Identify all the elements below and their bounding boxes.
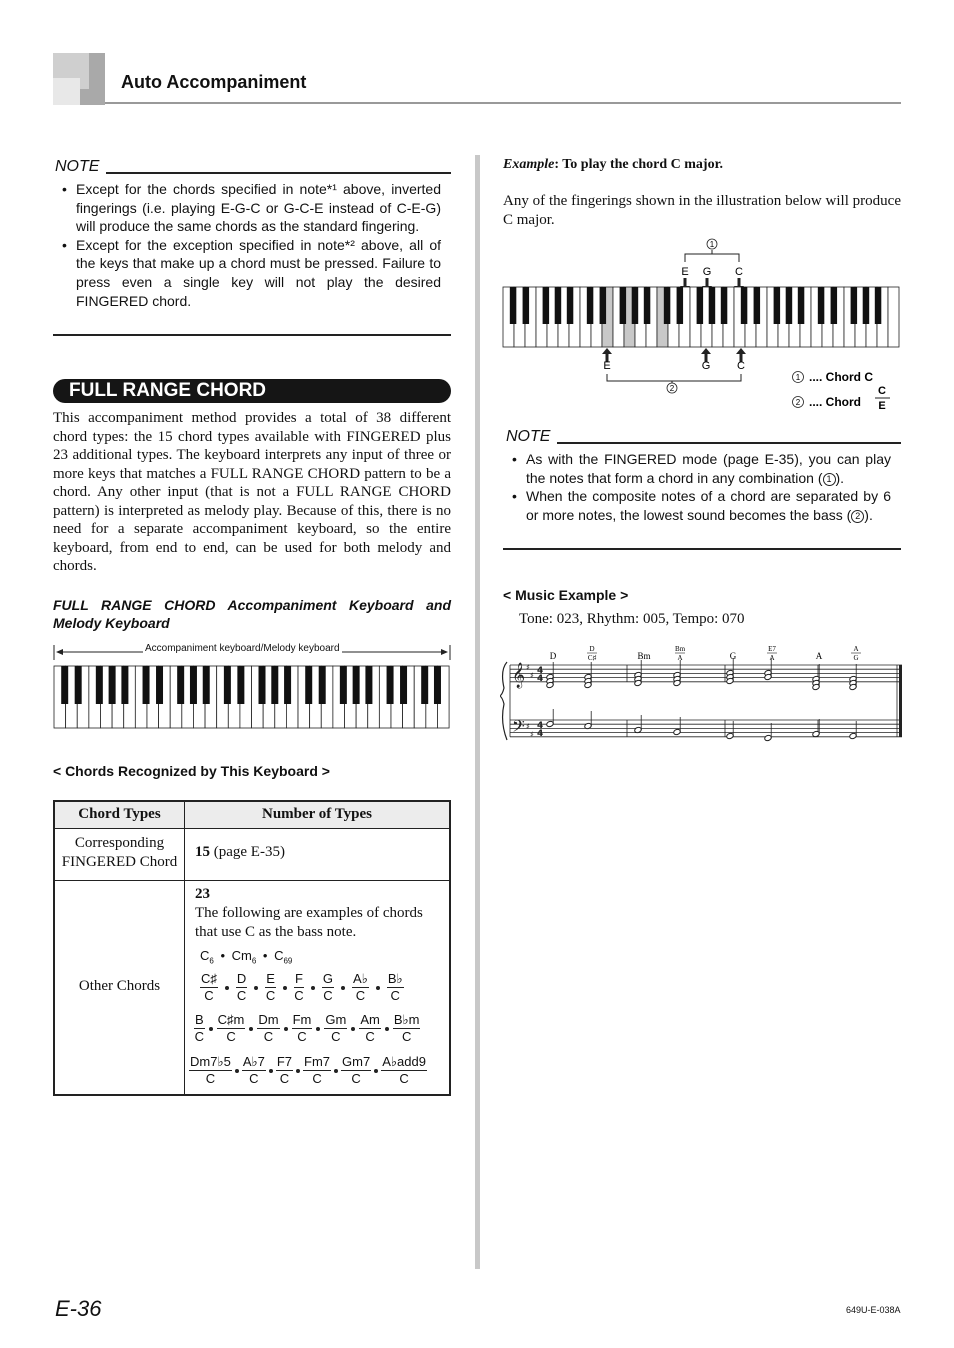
note-bullet: • Except for the exception specified in note*² above, all of the keys that make up a chord must be pressed. Failure to press even a single key will not play the desired FINGERED chord. [53,236,441,310]
separator-dot [311,986,315,990]
sharp-icon: ♯ [526,722,530,731]
chord-root: Gm7 [342,1054,371,1069]
black-key [543,287,550,324]
bottom-arrows [602,348,746,362]
chord-root: D [236,971,247,986]
chord-bass: C [297,1029,307,1044]
legend-slash-bass: E [878,400,886,412]
key-label-g: G [701,360,711,372]
black-key [75,666,82,704]
black-key [709,287,716,324]
chord-bass: C [390,988,400,1003]
table-row-divider [55,880,449,881]
chord-root: Gm [325,1012,347,1027]
black-key [121,666,128,704]
slash-chord [303,1054,331,1087]
chord-symbol-root: Bm [674,645,686,653]
keyboard-range-label: Accompaniment keyboard/Melody keyboard [145,643,340,654]
slash-chord [292,1012,313,1045]
black-key [177,666,184,704]
black-key [365,666,372,704]
note-bullet [503,450,891,487]
plain-chord: $C_6$ [200,948,214,966]
chord-symbol-bass: C♯ [587,654,597,662]
slash-chord [265,971,276,1004]
black-key [600,287,607,324]
slash-chord [236,971,247,1004]
separator-dot [316,1027,320,1031]
black-key [798,287,805,324]
chord-root: C♯ [201,971,217,986]
music-example-params: Tone: 023, Rhythm: 005, Tempo: 070 [519,611,745,627]
chord-symbol-bass: A [769,654,775,662]
black-key [786,287,793,324]
fingered-count: 15 [195,844,210,860]
slash-chord-row [194,1012,420,1045]
other-description: The following are examples of chords that use C as the bass note. [195,905,423,940]
separator-dot [296,1069,300,1073]
chord-root: E [266,971,275,986]
black-key [434,666,441,704]
plain-chord-row [200,948,292,966]
separator-dot [376,986,380,990]
time-signature: 4 [537,666,544,676]
chord-root: Dm [258,1012,279,1027]
table-header-chord-types: Chord Types [78,806,161,822]
chords-table [53,800,451,1096]
black-key [644,287,651,324]
slash-chord [387,971,404,1004]
chord-symbol: A [815,651,823,661]
chord-symbol: D [549,651,557,661]
note-heading: NOTE [506,428,551,445]
chord-bass: C [294,988,304,1003]
chord-bass: C [204,988,214,1003]
black-key [664,287,671,324]
chord-symbol-root: E7 [768,645,776,653]
slash-chord [242,1054,266,1087]
marker-2: 2 [669,384,675,393]
column-divider [475,155,480,1269]
note-list [53,180,441,310]
black-key [340,666,347,704]
chord-root: B [195,1012,204,1027]
sharp-icon: ♯ [530,730,534,739]
black-key [61,666,68,704]
key-label-e: E [603,360,611,372]
separator-dot [283,986,287,990]
chord-bass: C [263,1029,274,1044]
chord-symbol-root: D [589,645,595,653]
sharp-icon: ♯ [526,663,530,672]
chord-bass: C [226,1029,236,1044]
black-key [237,666,244,704]
note-bullet: • Except for the chords specified in note*¹ above, inverted fingerings (i.e. playing E-G-C or G-C-E instead of C-E-G) will produce the same chords as the standard fingering. [53,180,441,236]
combination-2-bracket [607,374,741,393]
note-heading: NOTE [55,158,100,175]
note-bullet [503,487,891,524]
chord-symbol: Bm [637,651,651,661]
plain-chord: $C_{69}$ [274,948,293,966]
chord-bass: C [236,988,247,1003]
slash-chord [381,1054,427,1087]
chord-symbol: G [729,651,737,661]
time-signature: 4 [537,729,544,739]
score-notes [546,658,857,742]
black-key [555,287,562,324]
key-label-g: G [702,266,712,278]
full-range-chord-body: This accompaniment method provides a total of 38 different chord types: the 15 chord types available with FINGERED plus 23 additional types. The keyboard interprets any input of three or more keys that matches a FULL RANGE CHORD pattern to be a chord. Any other input (that is not a FULL RANGE CHORD pattern) is interpreted as melody play. Because of this, there is no need for a separate accompaniment keyboard, so the entire keyboard, from end to end, can be used for both melody and chords. [53,410,451,574]
note-list [503,450,891,524]
chord-bass: C [205,1071,216,1086]
document-code: 649U-E-038A [846,1305,901,1315]
note-rule [557,442,901,444]
music-score [500,640,904,746]
separator-dot [249,1027,253,1031]
c-major-keyboard-diagram [501,238,904,415]
chord-root: Fm [292,1012,312,1027]
chord-bass: C [399,1071,409,1086]
table-header-number-of-types: Number of Types [261,806,372,822]
legend-slash-root: C [878,385,886,397]
chord-root: B♭ [387,971,403,986]
chord-bass: C [331,1029,341,1044]
black-key [851,287,858,324]
chord-bass: C [355,988,366,1003]
other-count: 23 [195,886,210,902]
note-rule [106,172,451,174]
time-signature: 4 [537,674,544,684]
legend-marker-2: 2 [795,398,801,407]
black-key [224,666,231,704]
slash-chord-row [200,971,404,1004]
table-cell-other-type: Other Chords [78,978,161,994]
slash-chord [189,1054,232,1087]
section-title: Auto Accompaniment [121,72,307,92]
separator-dot: • [259,948,272,963]
separator-dot [351,1027,355,1031]
chord-root: A♭7 [242,1054,265,1069]
chord-bass: C [312,1071,322,1086]
black-key [353,666,360,704]
key-label-e: E [681,266,689,278]
chord-symbol-bass: G [853,654,859,662]
black-key [259,666,266,704]
black-key [510,287,517,324]
separator-dot [341,986,345,990]
chord-root: C♯m [217,1012,245,1027]
key-label-c: C [737,360,745,372]
black-key [754,287,761,324]
separator-dot [284,1027,288,1031]
marker-1: 1 [709,240,715,249]
slash-chord [359,1012,381,1045]
note-bottom-rule [503,548,901,550]
black-key [305,666,312,704]
black-key [818,287,825,324]
page-number: E-36 [55,1296,102,1321]
slash-chord [294,971,304,1004]
black-key [400,666,407,704]
black-key [271,666,278,704]
black-key [284,666,291,704]
note-bottom-rule [53,334,451,336]
chord-root: Dm7♭5 [190,1054,231,1069]
chords-table-heading: < Chords Recognized by This Keyboard > [53,763,330,779]
black-key [319,666,326,704]
black-key [387,666,394,704]
combination-1-bracket [501,238,904,262]
legend-chord-slash: .... Chord [809,395,861,409]
black-key [697,287,704,324]
chord-root: F7 [276,1054,293,1069]
slash-chord [257,1012,279,1045]
black-key [774,287,781,324]
chord-bass: C [401,1029,412,1044]
black-key [190,666,197,704]
table-cell-fingered-count [195,844,285,861]
separator-dot [209,1027,213,1031]
music-example-heading: < Music Example > [503,587,629,603]
chord-root: B♭m [393,1012,420,1027]
black-key [96,666,103,704]
chord-bass: C [365,1029,375,1044]
slash-chord [324,1012,347,1045]
separator-dot [374,1069,378,1073]
black-key [523,287,530,324]
black-key [721,287,728,324]
bass-clef-icon: 𝄢 [512,716,525,740]
chord-bass: C [265,988,276,1003]
c-major-keyboard-keys [503,287,899,347]
separator-dot [225,986,229,990]
slash-chord [393,1012,421,1045]
marker-1: 1 [823,473,836,486]
black-key [831,287,838,324]
separator-dot [235,1069,239,1073]
chord-root: Fm7 [304,1054,331,1069]
chord-root: A♭ [353,971,368,986]
bottom-key-labels [603,360,745,372]
grand-staff [500,662,902,740]
chord-bass: C [351,1071,361,1086]
table-cell-fingered-type: Corresponding FINGERED Chord [61,835,178,870]
black-key [632,287,639,324]
black-key [620,287,627,324]
black-key [677,287,684,324]
separator-dot [254,986,258,990]
note-text: As with the FINGERED mode (page E-35), you can play the notes that form a chord in any combination ( [526,451,891,486]
slash-chord [341,1054,371,1087]
black-key [567,287,574,324]
plain-chord: $Cm_6$ [231,948,257,966]
slash-chord [322,971,334,1004]
chord-root: Am [360,1012,380,1027]
black-key [203,666,210,704]
chord-bass: C [249,1071,259,1086]
chord-root: F [294,971,303,986]
black-key [143,666,150,704]
slash-chord [217,1012,246,1045]
table-column-divider [184,802,185,1094]
full-range-chord-title: FULL RANGE CHORD [69,380,267,401]
white-key [888,287,899,347]
chord-bass: C [194,1029,205,1044]
chord-symbol-root: A [853,645,859,653]
header-rule [105,102,901,104]
sharp-icon: ♯ [530,671,534,680]
key-label-c: C [735,266,743,278]
fingered-page-ref: (page E-35) [213,844,285,860]
chord-symbol-row [550,645,861,662]
black-key [587,287,594,324]
treble-clef-icon: 𝄞 [512,663,526,688]
separator-dot: • [216,948,229,963]
slash-chord [352,971,369,1004]
chord-bass: C [323,988,333,1003]
top-key-labels [681,266,743,278]
keyboard-caption: FULL RANGE CHORD Accompaniment Keyboard and Melody Keyboard [53,597,451,631]
slash-chord [200,971,218,1004]
black-key [863,287,870,324]
legend [793,370,891,412]
marker-2: 2 [851,510,864,523]
black-key [156,666,163,704]
example-paragraph: Any of the fingerings shown in the illustration below will produce C major. [503,193,901,228]
example-title: : To play the chord C major. [554,157,724,172]
full-keyboard-diagram [53,642,453,730]
chord-root: G [322,971,334,986]
legend-chord-c: .... Chord C [809,370,873,384]
note-text: ). [835,469,845,486]
chord-bass: C [279,1071,290,1086]
slash-chord [276,1054,293,1087]
example-label: Example [503,157,555,172]
black-key [421,666,428,704]
slash-chord [194,1012,205,1045]
black-key [741,287,748,324]
separator-dot [334,1069,338,1073]
separator-dot [269,1069,273,1073]
black-key [109,666,116,704]
chord-root: A♭add9 [382,1054,426,1069]
legend-marker-1: 1 [795,373,801,382]
black-key [875,287,882,324]
time-signature: 4 [537,721,544,731]
slash-chord-row [189,1054,427,1087]
full-range-chord-title-bar [53,379,451,403]
example-heading [503,157,723,173]
full-keyboard-keys [54,666,449,728]
note-text: When the composite notes of a chord are separated by 6 or more notes, the lowest sound becomes the bass ( [526,488,891,523]
chord-symbol-bass: A [677,654,683,662]
separator-dot [385,1027,389,1031]
note-text: ). [864,506,873,523]
header-corner-mark-light [53,78,80,105]
